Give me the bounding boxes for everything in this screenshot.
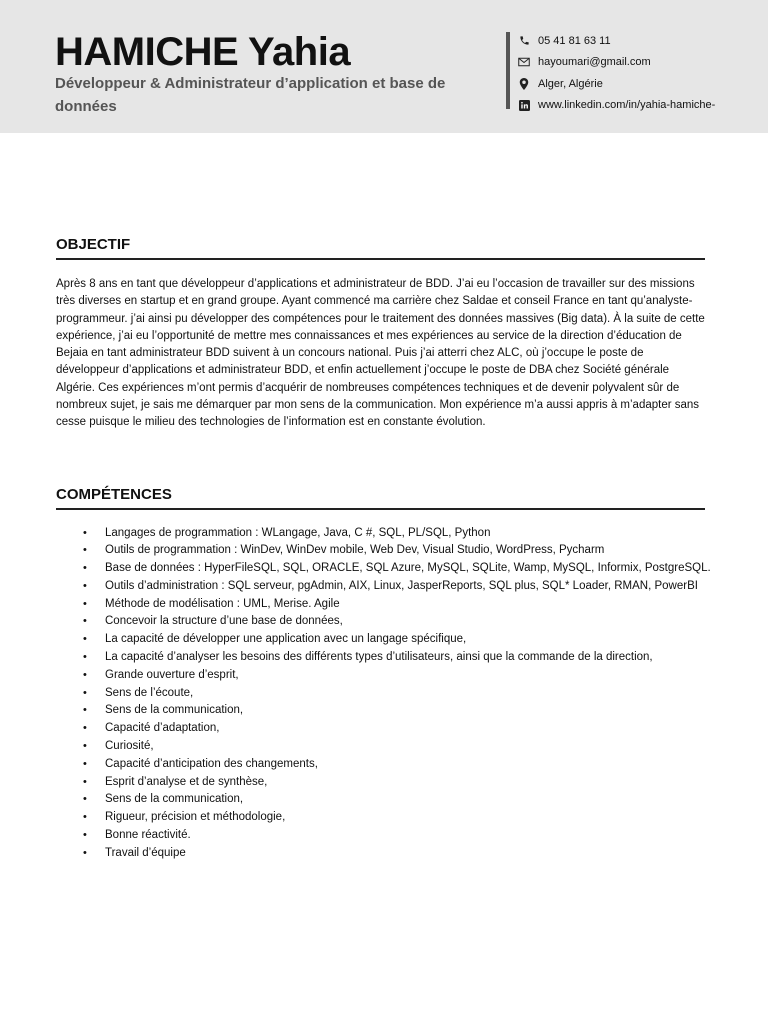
skill-text: Curiosité, [105, 740, 154, 753]
skill-item [56, 525, 716, 542]
header-band [0, 0, 768, 133]
skill-text: Capacité d’adaptation, [105, 722, 220, 735]
contact-list [518, 30, 768, 116]
contact-location [518, 73, 768, 95]
skill-text: Rigueur, précision et méthodologie, [105, 811, 286, 824]
skill-item [56, 809, 716, 826]
linkedin-link[interactable]: www.linkedin.com/in/yahia-hamiche- [538, 99, 716, 112]
contact-divider [506, 32, 510, 109]
objectif-rule [56, 258, 705, 260]
skill-text: Travail d’équipe [105, 846, 186, 859]
skill-text: Sens de l’écoute, [105, 686, 194, 699]
candidate-name: HAMICHE Yahia [55, 30, 351, 74]
bullet-icon: • [83, 686, 87, 699]
contact-email [518, 52, 768, 74]
bullet-icon: • [83, 704, 87, 717]
job-title: Développeur & Administrateur d’application et base de données [55, 75, 446, 115]
skill-text: Base de données : HyperFileSQL, SQL, ORACLE, SQL Azure, MySQL, SQLite, Wamp, MySQL, Informix, PostgreSQL. [105, 562, 711, 575]
bullet-icon: • [83, 829, 87, 842]
skill-item [56, 560, 716, 577]
skill-item [56, 774, 716, 791]
phone-number: 05 41 81 63 11 [538, 34, 611, 47]
skill-text: Sens de la communication, [105, 704, 244, 717]
skill-item [56, 827, 716, 844]
skill-text: Sens de la communication, [105, 793, 244, 806]
bullet-icon: • [83, 544, 87, 557]
skill-text: Langages de programmation : WLangage, Java, C #, SQL, PL/SQL, Python [105, 526, 491, 539]
bullet-icon: • [83, 722, 87, 735]
skill-text: Outils de programmation : WinDev, WinDev mobile, Web Dev, Visual Studio, WordPress, Pycharm [105, 544, 605, 557]
bullet-icon: • [83, 651, 87, 664]
skill-item [56, 791, 716, 808]
skill-item [56, 596, 716, 613]
skill-item [56, 542, 716, 559]
contact-linkedin [518, 95, 768, 117]
skill-item [56, 631, 716, 648]
email-icon [518, 56, 530, 68]
skill-text: La capacité de développer une application avec un langage spécifique, [105, 633, 467, 646]
skill-item [56, 613, 716, 630]
bullet-icon: • [83, 633, 87, 646]
skill-item [56, 667, 716, 684]
phone-icon [518, 35, 530, 47]
skill-text: Concevoir la structure d’une base de données, [105, 615, 343, 628]
competences-heading: COMPÉTENCES [56, 486, 172, 503]
contact-phone [518, 30, 768, 52]
bullet-icon: • [83, 757, 87, 770]
bullet-icon: • [83, 793, 87, 806]
email-link[interactable]: hayoumari@gmail.com [538, 56, 651, 69]
bullet-icon: • [83, 579, 87, 592]
location-pin-icon [518, 78, 530, 90]
bullet-icon: • [83, 615, 87, 628]
skill-text: Méthode de modélisation : UML, Merise. Agile [105, 597, 340, 610]
skill-text: Capacité d’anticipation des changements, [105, 757, 318, 770]
skill-item [56, 738, 716, 755]
bullet-icon: • [83, 668, 87, 681]
competences-rule [56, 508, 705, 510]
skill-item [56, 845, 716, 862]
skill-item [56, 720, 716, 737]
location-text: Alger, Algérie [538, 77, 603, 90]
bullet-icon: • [83, 740, 87, 753]
bullet-icon: • [83, 562, 87, 575]
bullet-icon: • [83, 597, 87, 610]
objectif-text: Après 8 ans en tant que développeur d’applications et administrateur de BDD. J’ai eu l’occasion de travailler sur des missions très diverses en startup et en grand groupe. Ayant commencé ma carrière chez Saldae et conseil France en tant qu’analyste-programmeur. j’ai ainsi pu développer des compétences pour le traitement des données massives (Big data). À la suite de cette expérience, j’ai eu l’opportunité de mettre mes connaissances et mes expériences au service de la direction d’éducation de Bejaia en tant administrateur BDD suivent à un concours national. Puis j’ai atterri chez ALC, où j’occupe le poste de développeur d’applications et administrateur BDD, et enfin actuellement j’occupe le poste de DBA chez Société générale Algérie. Ces expériences m’ont permis d’acquérir de nombreuses compétences techniques et de devenir polyvalent sûr de nombreux sujet, je sais me démarquer par mon sens de la communication. Mon expérience m’a aussi appris à m’adapter sans cesse puisque le milieu des technologies de l’information est en constante évolution. [56, 278, 705, 429]
skill-text: Esprit d’analyse et de synthèse, [105, 775, 268, 788]
bullet-icon: • [83, 811, 87, 824]
linkedin-icon [518, 99, 530, 111]
bullet-icon: • [83, 846, 87, 859]
bullet-icon: • [83, 775, 87, 788]
skill-item [56, 578, 716, 595]
skill-text: La capacité d’analyser les besoins des différents types d’utilisateurs, ainsi que la commande de la direction, [105, 651, 653, 664]
skills-list [56, 524, 716, 863]
skill-text: Grande ouverture d’esprit, [105, 668, 239, 681]
skill-item [56, 702, 716, 719]
objectif-heading: OBJECTIF [56, 236, 131, 253]
skill-item [56, 685, 716, 702]
skill-text: Outils d’administration : SQL serveur, pgAdmin, AIX, Linux, JasperReports, SQL plus, SQL* Loader, RMAN, PowerBI [105, 579, 698, 592]
bullet-icon: • [83, 526, 87, 539]
skill-text: Bonne réactivité. [105, 829, 191, 842]
skill-item [56, 649, 716, 666]
skill-item [56, 756, 716, 773]
